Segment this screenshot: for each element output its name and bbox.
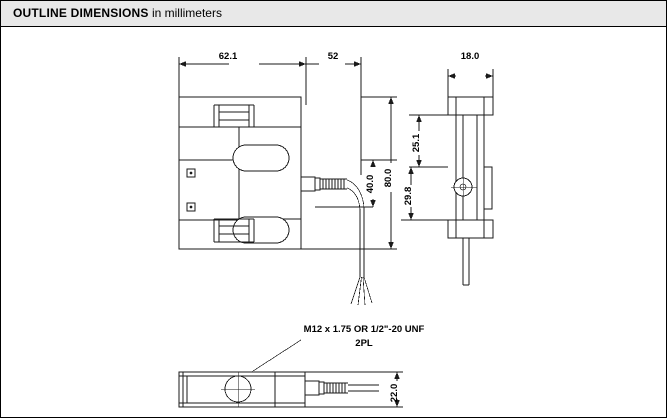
note-thread-callout: M12 x 1.75 OR 1/2"-20 UNF [303, 324, 425, 335]
side-view [401, 69, 493, 285]
section-title-suffix: in millimeters [148, 6, 222, 20]
section-title [13, 6, 222, 20]
top-view [179, 340, 403, 407]
section-header-bar [1, 1, 666, 27]
drawing-canvas [1, 27, 667, 417]
dim-label-side-width: 18.0 [460, 51, 480, 62]
dim-label-top-height: 22.0 [389, 383, 400, 403]
note-thread-quantity: 2PL [355, 338, 373, 349]
dim-label-side-height-upper: 25.1 [411, 133, 422, 153]
dim-label-side-height-lower: 29.8 [403, 186, 414, 206]
section-title-main: OUTLINE DIMENSIONS [13, 6, 149, 20]
dim-label-front-height-total: 80.0 [383, 168, 394, 188]
dim-label-front-height-inner: 40.0 [365, 174, 376, 194]
dim-label-front-width-left: 62.1 [218, 51, 238, 62]
dim-label-front-width-right: 52 [327, 51, 339, 62]
